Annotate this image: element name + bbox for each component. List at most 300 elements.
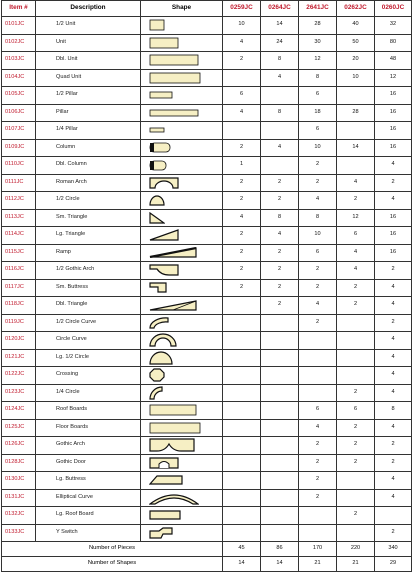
quantity-cell: 20 <box>337 52 375 70</box>
quantity-cell: 4 <box>375 349 412 367</box>
quantity-cell <box>261 384 299 402</box>
quantity-cell: 2 <box>299 279 337 297</box>
shape-cell <box>141 69 223 87</box>
total-cell: 21 <box>299 557 337 572</box>
item-code: 0113JC <box>2 209 36 227</box>
half-circle-icon <box>149 198 165 204</box>
quantity-cell: 1 <box>223 157 261 175</box>
quantity-cell: 2 <box>375 174 412 192</box>
quantity-cell: 4 <box>261 69 299 87</box>
quantity-cell: 6 <box>299 244 337 262</box>
quantity-cell: 2 <box>299 157 337 175</box>
roof-boards-icon <box>149 408 197 414</box>
half-pillar-icon <box>149 93 173 99</box>
quantity-cell: 2 <box>375 524 412 542</box>
quantity-cell <box>261 349 299 367</box>
shape-cell <box>141 227 223 245</box>
circle-curve-icon <box>149 338 177 344</box>
total-cell: 29 <box>375 557 412 572</box>
quantity-cell <box>223 402 261 420</box>
quantity-cell: 2 <box>261 192 299 210</box>
total-cell: 340 <box>375 542 412 557</box>
item-description: Ramp <box>36 244 141 262</box>
item-code: 0117JC <box>2 279 36 297</box>
item-description: Dbl. Column <box>36 157 141 175</box>
shape-cell <box>141 52 223 70</box>
quantity-cell: 4 <box>375 419 412 437</box>
pillar-icon <box>149 110 199 116</box>
table-row <box>2 262 412 280</box>
quantity-cell: 2 <box>223 244 261 262</box>
quantity-cell: 8 <box>299 209 337 227</box>
quantity-cell <box>223 419 261 437</box>
half-circle-curve-icon <box>149 320 169 326</box>
small-triangle-icon <box>149 215 165 221</box>
item-code: 0123JC <box>2 384 36 402</box>
item-description: 1/4 Circle <box>36 384 141 402</box>
item-code: 0118JC <box>2 297 36 315</box>
totals-row <box>2 557 412 572</box>
quantity-cell: 2 <box>261 297 299 315</box>
quantity-cell: 16 <box>375 139 412 157</box>
table-row <box>2 279 412 297</box>
shape-cell <box>141 192 223 210</box>
col-header-set: 0259JC <box>223 1 261 17</box>
gothic-door-icon <box>149 460 179 466</box>
table-row <box>2 209 412 227</box>
col-header-shape: Shape <box>141 1 223 17</box>
total-cell: 220 <box>337 542 375 557</box>
quantity-cell: 2 <box>375 314 412 332</box>
shape-cell <box>141 297 223 315</box>
shape-cell <box>141 507 223 525</box>
col-header-set: 2641JC <box>299 1 337 17</box>
shape-cell <box>141 122 223 140</box>
large-triangle-icon <box>149 233 179 239</box>
quantity-cell <box>223 122 261 140</box>
shape-cell <box>141 262 223 280</box>
table-row <box>2 419 412 437</box>
quantity-cell <box>337 314 375 332</box>
double-unit-icon <box>149 58 199 64</box>
item-description: Lg. Roof Board <box>36 507 141 525</box>
quantity-cell: 2 <box>299 174 337 192</box>
ramp-icon <box>149 250 197 256</box>
quantity-cell <box>223 367 261 385</box>
table-row <box>2 402 412 420</box>
item-description: Gothic Door <box>36 454 141 472</box>
quantity-cell: 6 <box>299 122 337 140</box>
shape-cell <box>141 244 223 262</box>
col-header-description: Description <box>36 1 141 17</box>
quantity-cell <box>261 472 299 490</box>
item-code: 0110JC <box>2 157 36 175</box>
quantity-cell <box>223 437 261 455</box>
item-description: Roman Arch <box>36 174 141 192</box>
item-description: Pillar <box>36 104 141 122</box>
quantity-cell <box>299 367 337 385</box>
quarter-circle-icon <box>149 390 165 396</box>
quantity-cell <box>299 507 337 525</box>
quantity-cell: 6 <box>337 402 375 420</box>
quantity-cell: 48 <box>375 52 412 70</box>
quantity-cell <box>337 489 375 507</box>
shape-cell <box>141 384 223 402</box>
table-body <box>2 17 412 542</box>
table-row <box>2 157 412 175</box>
table-row <box>2 17 412 35</box>
item-description: Circle Curve <box>36 332 141 350</box>
item-description: 1/2 Unit <box>36 17 141 35</box>
quantity-cell: 4 <box>299 419 337 437</box>
pieces-table <box>1 0 412 572</box>
item-description: Quad Unit <box>36 69 141 87</box>
quantity-cell <box>223 454 261 472</box>
quantity-cell: 4 <box>299 297 337 315</box>
table-row <box>2 139 412 157</box>
shape-cell <box>141 349 223 367</box>
shape-cell <box>141 367 223 385</box>
quantity-cell: 4 <box>375 472 412 490</box>
quantity-cell: 10 <box>299 227 337 245</box>
y-switch-icon <box>149 530 173 536</box>
quantity-cell <box>261 524 299 542</box>
quantity-cell <box>337 122 375 140</box>
item-code: 0121JC <box>2 349 36 367</box>
quantity-cell: 2 <box>223 279 261 297</box>
totals-label: Number of Shapes <box>2 557 223 572</box>
quantity-cell <box>223 472 261 490</box>
quantity-cell <box>223 524 261 542</box>
quantity-cell <box>299 332 337 350</box>
quantity-cell: 16 <box>375 244 412 262</box>
shape-cell <box>141 279 223 297</box>
item-description: Roof Boards <box>36 402 141 420</box>
quantity-cell <box>337 472 375 490</box>
table-row <box>2 489 412 507</box>
quantity-cell <box>261 332 299 350</box>
quantity-cell: 80 <box>375 34 412 52</box>
item-description: 1/2 Circle Curve <box>36 314 141 332</box>
col-header-item: Item # <box>2 1 36 17</box>
half-gothic-arch-icon <box>149 268 179 274</box>
item-description: 1/2 Gothic Arch <box>36 262 141 280</box>
col-header-set: 0260JC <box>375 1 412 17</box>
shape-cell <box>141 157 223 175</box>
item-description: 1/2 Circle <box>36 192 141 210</box>
shape-cell <box>141 174 223 192</box>
item-code: 0111JC <box>2 174 36 192</box>
item-description: Dbl. Triangle <box>36 297 141 315</box>
quantity-cell <box>261 157 299 175</box>
item-code: 0128JC <box>2 454 36 472</box>
item-code: 0109JC <box>2 139 36 157</box>
quantity-cell: 2 <box>299 262 337 280</box>
quantity-cell: 2 <box>261 244 299 262</box>
quantity-cell: 6 <box>337 227 375 245</box>
quantity-cell: 2 <box>223 52 261 70</box>
quantity-cell <box>337 332 375 350</box>
quantity-cell: 30 <box>299 34 337 52</box>
quantity-cell: 4 <box>375 332 412 350</box>
item-code: 0126JC <box>2 437 36 455</box>
quantity-cell: 8 <box>261 209 299 227</box>
item-description: Sm. Triangle <box>36 209 141 227</box>
shape-cell <box>141 209 223 227</box>
quantity-cell: 16 <box>375 104 412 122</box>
quantity-cell: 4 <box>375 192 412 210</box>
quantity-cell: 4 <box>337 262 375 280</box>
quantity-cell: 6 <box>299 402 337 420</box>
total-cell: 14 <box>223 557 261 572</box>
shape-cell <box>141 489 223 507</box>
quantity-cell: 8 <box>261 52 299 70</box>
header-row <box>2 1 412 17</box>
item-code: 0122JC <box>2 367 36 385</box>
quantity-cell: 2 <box>375 262 412 280</box>
quantity-cell <box>261 314 299 332</box>
table-row <box>2 174 412 192</box>
item-code: 0119JC <box>2 314 36 332</box>
quantity-cell <box>337 349 375 367</box>
quantity-cell: 16 <box>375 227 412 245</box>
item-description: Sm. Buttress <box>36 279 141 297</box>
total-cell: 45 <box>223 542 261 557</box>
item-description: Floor Boards <box>36 419 141 437</box>
quantity-cell: 4 <box>337 244 375 262</box>
table-row <box>2 437 412 455</box>
quantity-cell: 16 <box>375 87 412 105</box>
quantity-cell: 16 <box>375 122 412 140</box>
quantity-cell: 2 <box>261 279 299 297</box>
shape-cell <box>141 437 223 455</box>
quantity-cell: 4 <box>375 297 412 315</box>
item-code: 0133JC <box>2 524 36 542</box>
large-roof-board-icon <box>149 513 181 519</box>
quantity-cell <box>261 367 299 385</box>
item-code: 0124JC <box>2 402 36 420</box>
quantity-cell: 2 <box>299 314 337 332</box>
quantity-cell <box>261 454 299 472</box>
quantity-cell <box>223 489 261 507</box>
quantity-cell: 4 <box>375 279 412 297</box>
shape-cell <box>141 524 223 542</box>
table-row <box>2 507 412 525</box>
item-code: 0132JC <box>2 507 36 525</box>
quantity-cell: 4 <box>299 192 337 210</box>
quantity-cell: 4 <box>223 104 261 122</box>
quantity-cell: 2 <box>375 437 412 455</box>
item-code: 0131JC <box>2 489 36 507</box>
item-code: 0105JC <box>2 87 36 105</box>
quantity-cell <box>337 524 375 542</box>
quantity-cell <box>223 507 261 525</box>
table-row <box>2 227 412 245</box>
large-half-circle-icon <box>149 355 173 361</box>
elliptical-curve-icon <box>149 495 199 501</box>
quantity-cell: 12 <box>375 69 412 87</box>
quantity-cell: 4 <box>223 209 261 227</box>
roman-arch-icon <box>149 180 179 186</box>
quantity-cell: 2 <box>337 507 375 525</box>
quantity-cell: 14 <box>261 17 299 35</box>
quantity-cell: 4 <box>375 367 412 385</box>
quantity-cell: 2 <box>299 489 337 507</box>
shape-cell <box>141 87 223 105</box>
item-description: Column <box>36 139 141 157</box>
quantity-cell: 8 <box>261 104 299 122</box>
quantity-cell: 4 <box>375 489 412 507</box>
total-cell: 21 <box>337 557 375 572</box>
item-code: 0104JC <box>2 69 36 87</box>
quantity-cell <box>261 489 299 507</box>
quantity-cell: 32 <box>375 17 412 35</box>
table-row <box>2 384 412 402</box>
item-description: Lg. 1/2 Circle <box>36 349 141 367</box>
total-cell: 170 <box>299 542 337 557</box>
quantity-cell: 4 <box>337 174 375 192</box>
quantity-cell: 10 <box>299 139 337 157</box>
quantity-cell <box>223 384 261 402</box>
quantity-cell: 6 <box>223 87 261 105</box>
quantity-cell: 24 <box>261 34 299 52</box>
quantity-cell <box>223 349 261 367</box>
quantity-cell: 4 <box>261 227 299 245</box>
item-description: 1/2 Pillar <box>36 87 141 105</box>
quantity-cell: 14 <box>337 139 375 157</box>
quantity-cell <box>261 122 299 140</box>
gothic-arch-icon <box>149 443 195 449</box>
item-description: Elliptical Curve <box>36 489 141 507</box>
quantity-cell: 10 <box>223 17 261 35</box>
quantity-cell: 2 <box>299 437 337 455</box>
table-row <box>2 472 412 490</box>
quantity-cell <box>299 384 337 402</box>
table-row <box>2 104 412 122</box>
quantity-cell <box>261 437 299 455</box>
shape-cell <box>141 314 223 332</box>
item-code: 0101JC <box>2 17 36 35</box>
table-row <box>2 332 412 350</box>
quantity-cell: 28 <box>299 17 337 35</box>
table-row <box>2 314 412 332</box>
quantity-cell: 2 <box>261 262 299 280</box>
shape-cell <box>141 419 223 437</box>
quantity-cell: 2 <box>337 192 375 210</box>
item-description: Y Switch <box>36 524 141 542</box>
table-totals <box>2 542 412 572</box>
quantity-cell: 50 <box>337 34 375 52</box>
totals-label: Number of Pieces <box>2 542 223 557</box>
quantity-cell <box>223 332 261 350</box>
table-row <box>2 52 412 70</box>
crossing-icon <box>149 373 165 379</box>
table-row <box>2 122 412 140</box>
quantity-cell: 4 <box>375 157 412 175</box>
table-row <box>2 192 412 210</box>
quantity-cell: 2 <box>337 297 375 315</box>
table-row <box>2 349 412 367</box>
unit-icon <box>149 40 179 46</box>
item-code: 0120JC <box>2 332 36 350</box>
total-cell: 14 <box>261 557 299 572</box>
totals-row <box>2 542 412 557</box>
double-column-icon <box>149 163 167 169</box>
item-code: 0102JC <box>2 34 36 52</box>
shape-cell <box>141 472 223 490</box>
item-description: Gothic Arch <box>36 437 141 455</box>
shape-cell <box>141 454 223 472</box>
shape-cell <box>141 34 223 52</box>
quantity-cell <box>261 87 299 105</box>
double-triangle-icon <box>149 303 197 309</box>
quantity-cell: 18 <box>299 104 337 122</box>
table-row <box>2 454 412 472</box>
quantity-cell: 12 <box>299 52 337 70</box>
shape-cell <box>141 332 223 350</box>
quantity-cell <box>261 507 299 525</box>
quantity-cell: 12 <box>337 209 375 227</box>
shape-cell <box>141 17 223 35</box>
col-header-set: 0262JC <box>337 1 375 17</box>
table-row <box>2 367 412 385</box>
total-cell: 86 <box>261 542 299 557</box>
item-code: 0107JC <box>2 122 36 140</box>
quantity-cell <box>337 157 375 175</box>
quantity-cell: 4 <box>375 384 412 402</box>
table-row <box>2 87 412 105</box>
table-row <box>2 69 412 87</box>
quantity-cell <box>223 297 261 315</box>
table-row <box>2 297 412 315</box>
quantity-cell: 28 <box>337 104 375 122</box>
quantity-cell: 2 <box>337 454 375 472</box>
item-description: Crossing <box>36 367 141 385</box>
quantity-cell: 2 <box>299 454 337 472</box>
item-code: 0115JC <box>2 244 36 262</box>
quantity-cell: 2 <box>223 227 261 245</box>
quantity-cell <box>223 69 261 87</box>
quantity-cell: 16 <box>375 209 412 227</box>
quantity-cell: 2 <box>223 139 261 157</box>
quantity-cell <box>299 524 337 542</box>
item-description: 1/4 Pillar <box>36 122 141 140</box>
quantity-cell <box>223 314 261 332</box>
quantity-cell: 40 <box>337 17 375 35</box>
quantity-cell: 2 <box>299 472 337 490</box>
quantity-cell: 2 <box>337 419 375 437</box>
quantity-cell: 2 <box>223 174 261 192</box>
quantity-cell: 8 <box>299 69 337 87</box>
quantity-cell <box>261 402 299 420</box>
quantity-cell: 2 <box>375 454 412 472</box>
quantity-cell: 4 <box>223 34 261 52</box>
table-row <box>2 34 412 52</box>
shape-cell <box>141 402 223 420</box>
quantity-cell: 2 <box>337 437 375 455</box>
item-code: 0112JC <box>2 192 36 210</box>
floor-boards-icon <box>149 425 201 431</box>
quad-unit-icon <box>149 75 201 81</box>
col-header-set: 0264JC <box>261 1 299 17</box>
item-code: 0114JC <box>2 227 36 245</box>
item-code: 0125JC <box>2 419 36 437</box>
item-code: 0130JC <box>2 472 36 490</box>
quantity-cell <box>337 367 375 385</box>
quantity-cell: 2 <box>223 262 261 280</box>
column-icon <box>149 145 171 151</box>
half-unit-icon <box>149 23 165 29</box>
